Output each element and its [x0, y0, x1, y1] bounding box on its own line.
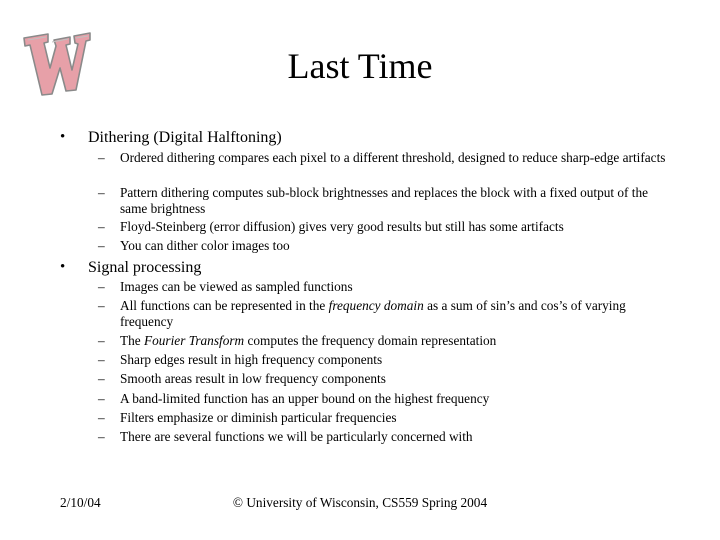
footer-date: 2/10/04 — [60, 495, 101, 510]
list-item-text: The Fourier Transform computes the frequency domain representation — [120, 333, 497, 348]
dash: – — [98, 333, 105, 348]
list-item-text: Floyd-Steinberg (error diffusion) gives very good results but still has some artifacts — [120, 219, 564, 234]
list-item — [98, 185, 678, 216]
list-item — [98, 219, 678, 235]
list-item — [98, 238, 678, 254]
dash: – — [98, 279, 105, 294]
dash: – — [98, 391, 105, 406]
list-item-text: Filters emphasize or diminish particular frequencies — [120, 410, 397, 425]
list-item — [98, 298, 678, 329]
list-item-text: Smooth areas result in low frequency components — [120, 371, 386, 386]
section-heading-dithering: Dithering (Digital Halftoning) — [88, 129, 282, 146]
list-item-text: Pattern dithering computes sub-block brightnesses and replaces the block with a fixed output of the same brightness — [120, 185, 649, 216]
slide-title: Last Time — [287, 46, 433, 86]
bullet: • — [60, 129, 66, 145]
list-item-text: A band-limited function has an upper bound on the highest frequency — [120, 391, 490, 406]
list-item — [98, 371, 678, 387]
list-item — [98, 391, 678, 407]
dash: – — [98, 150, 105, 165]
list-item — [98, 333, 678, 349]
list-item — [98, 352, 678, 368]
list-item-text: There are several functions we will be particularly concerned with — [120, 429, 473, 444]
dash: – — [98, 352, 105, 367]
dash: – — [98, 219, 105, 234]
list-item-text: You can dither color images too — [120, 238, 290, 253]
list-item — [98, 279, 678, 295]
footer-copyright: © University of Wisconsin, CS559 Spring 2004 — [232, 495, 488, 510]
dash: – — [98, 429, 105, 444]
list-item — [98, 150, 678, 166]
list-item — [98, 429, 678, 445]
dash: – — [98, 185, 105, 200]
section-heading-signal: Signal processing — [88, 259, 202, 276]
list-item-text: Ordered dithering compares each pixel to a different threshold, designed to reduce sharp-edge artifacts — [120, 150, 666, 165]
list-item-text: Sharp edges result in high frequency components — [120, 352, 383, 367]
dash: – — [98, 238, 105, 253]
dash: – — [98, 371, 105, 386]
list-item-text: Images can be viewed as sampled functions — [120, 279, 353, 294]
list-item-text: All functions can be represented in the frequency domain as a sum of sin’s and cos’s of varying frequency — [120, 298, 626, 329]
dash: – — [98, 298, 105, 313]
list-item — [98, 410, 678, 426]
bullet: • — [60, 259, 66, 275]
dash: – — [98, 410, 105, 425]
